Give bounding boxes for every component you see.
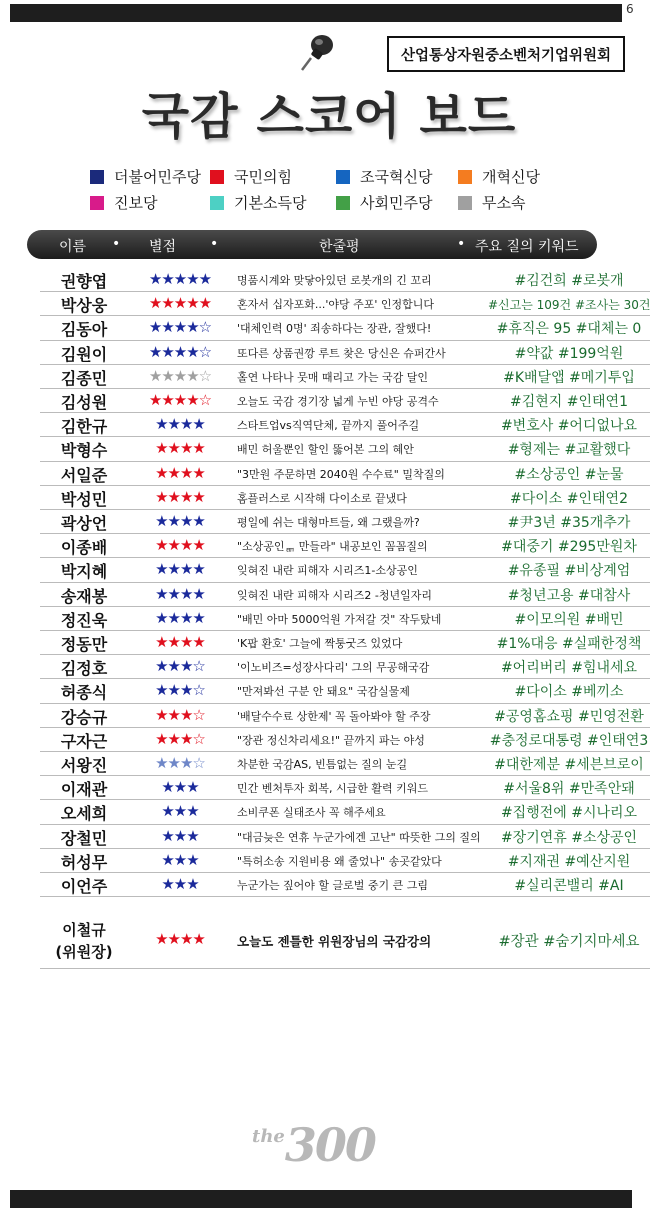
legend-swatch: [458, 196, 472, 210]
one-line-review: 소비쿠폰 실태조사 꼭 해주세요: [237, 806, 386, 820]
table-header: [27, 230, 597, 259]
divider: [40, 582, 650, 583]
legend-label: 국민의힘: [234, 168, 292, 186]
chair-keywords: #장관 #숨기지마세요: [498, 934, 640, 950]
question-keywords: #지재권 #예산지원: [507, 853, 631, 870]
table-row: [0, 849, 658, 873]
question-keywords: #김건희 #로봇개: [514, 273, 624, 289]
header-keywords: 주요 질의 키워드: [475, 239, 579, 255]
one-line-review: "만져봐선 구분 안 돼요" 국감실물제: [237, 685, 410, 699]
one-line-review: '배달수수료 상한제' 꼭 돌아봐야 할 주장: [237, 709, 431, 723]
one-line-review: 홀연 나타나 뭇매 때리고 가는 국감 달인: [237, 370, 428, 384]
member-name: 김원이: [60, 344, 108, 364]
pushpin-icon: [298, 32, 338, 74]
header-oneline: 한줄평: [319, 239, 360, 255]
question-keywords: #대중기 #295만원차: [501, 539, 637, 556]
table-row: [0, 534, 658, 558]
divider: [40, 364, 650, 365]
one-line-review: 오늘도 국감 경기장 넓게 누빈 야당 공격수: [237, 395, 439, 408]
chair-stars: ★★★★: [155, 930, 205, 948]
divider: [40, 388, 650, 389]
member-name: 권향엽: [60, 272, 108, 291]
legend-label: 개혁신당: [482, 168, 540, 186]
one-line-review: 명품시계와 맞닿아있던 로봇개의 긴 꼬리: [237, 274, 432, 287]
divider: [40, 533, 650, 534]
star-rating: ★★★★: [155, 439, 205, 458]
star-rating: ★★★★★: [148, 294, 212, 313]
member-name: 이언주: [60, 877, 108, 896]
question-keywords: #약값 #199억원: [514, 345, 624, 362]
star-rating: ★★★★: [155, 415, 205, 434]
header-name: 이름: [59, 239, 87, 255]
one-line-review: 홈플러스로 시작해 다이소로 끝냈다: [237, 491, 407, 505]
divider: [40, 799, 650, 800]
header-dot: •: [112, 236, 121, 252]
divider: [40, 509, 650, 510]
the300-logo: [252, 1118, 375, 1172]
question-keywords: #서울8위 #만족안돼: [503, 781, 635, 798]
member-name: 박상웅: [60, 296, 108, 316]
star-rating: ★★★★: [155, 512, 205, 530]
member-name: 송재봉: [60, 586, 108, 606]
table-row: [0, 558, 658, 582]
legend-label: 무소속: [482, 194, 526, 212]
one-line-review: '이노비즈=성장사다리' 그의 무공해국감: [237, 661, 430, 675]
question-keywords: #어리버리 #힘내세요: [500, 660, 638, 677]
member-name: 박성민: [60, 489, 108, 509]
legend-label: 기본소득당: [234, 194, 307, 212]
bottom-bar: [10, 1190, 632, 1208]
question-keywords: #尹3년 #35개추가: [507, 515, 631, 531]
table-row: [0, 583, 658, 607]
question-keywords: #집행전에 #시나리오: [500, 805, 638, 822]
question-keywords: #청년고용 #대참사: [507, 587, 631, 604]
question-keywords: #장기연휴 #소상공인: [500, 829, 638, 846]
one-line-review: "3만원 주문하면 2040원 수수료" 밀착질의: [237, 467, 445, 481]
table-row: [0, 655, 658, 679]
table-row: [0, 510, 658, 534]
divider: [40, 896, 650, 897]
one-line-review: "배민 아마 5000억원 가져갈 것" 작두탔네: [237, 612, 442, 626]
chair-name-text: 이철규: [62, 921, 106, 939]
legend-label: 더불어민주당: [114, 168, 201, 186]
legend-item: [458, 192, 525, 213]
star-rating: ★★★☆: [155, 729, 205, 748]
legend-item: [210, 192, 306, 213]
one-line-review: 민간 벤처투자 회복, 시급한 활력 키워드: [237, 782, 428, 796]
divider: [40, 606, 650, 607]
member-name: 구자근: [60, 731, 108, 751]
legend-label: 진보당: [114, 194, 158, 212]
divider: [40, 461, 650, 462]
question-keywords: #실리콘밸리 #AI: [514, 878, 624, 894]
member-name: 서일준: [60, 465, 108, 485]
divider: [40, 630, 650, 631]
star-rating: ★★★★: [155, 487, 205, 506]
member-name: 정진욱: [60, 610, 108, 630]
one-line-review: 차분한 국감AS, 빈틈없는 질의 눈길: [237, 758, 408, 771]
member-name: 허성무: [60, 852, 108, 872]
divider: [40, 872, 650, 873]
star-rating: ★★★★: [155, 463, 205, 482]
divider: [40, 436, 650, 437]
star-rating: ★★★★: [155, 608, 205, 627]
star-rating: ★★★★: [155, 560, 205, 579]
question-keywords: #이모의원 #배민: [514, 611, 624, 628]
table-row: [0, 631, 658, 655]
one-line-review: 또다른 상품권깡 루트 찾은 당신은 슈퍼간사: [237, 346, 446, 360]
question-keywords: #K배달앱 #메기투입: [503, 369, 635, 386]
chair-row: [0, 916, 658, 968]
star-rating: ★★★★: [155, 584, 205, 603]
member-name: 서왕진: [60, 756, 108, 775]
legend-item: [336, 192, 432, 213]
divider: [40, 412, 650, 413]
table-row: [0, 752, 658, 776]
legend-swatch: [90, 170, 104, 184]
divider: [40, 751, 650, 752]
one-line-review: '대체인력 0명' 죄송하다는 장관, 잘했다!: [237, 322, 432, 336]
divider: [40, 703, 650, 704]
member-name: 박지혜: [60, 562, 108, 582]
divider: [40, 485, 650, 486]
question-keywords: #충정로대통령 #인태연3: [489, 732, 649, 749]
top-bar: [10, 4, 622, 22]
star-rating: ★★★: [161, 826, 199, 845]
star-rating: ★★★★: [155, 536, 205, 555]
chair-name: [38, 919, 130, 963]
chair-role: (위원장): [55, 943, 113, 961]
table-row: [0, 800, 658, 824]
star-rating: ★★★: [161, 802, 199, 821]
divider: [40, 315, 650, 316]
star-rating: ★★★: [161, 778, 199, 797]
one-line-review: "장관 정신차리세요!" 끝까지 파는 야성: [237, 733, 425, 747]
question-keywords: #대한제분 #세븐브로이: [494, 757, 644, 773]
question-keywords: #변호사 #어디없나요: [500, 418, 638, 435]
legend-item: [90, 166, 201, 187]
question-keywords: #형제는 #교활했다: [507, 442, 631, 459]
question-keywords: #공영홈쇼핑 #민영전환: [494, 708, 644, 725]
header-dot: •: [210, 236, 219, 252]
divider: [40, 340, 650, 341]
divider: [40, 824, 650, 825]
member-name: 김동아: [60, 320, 108, 340]
logo-number: 300: [284, 1118, 375, 1172]
table-row: [0, 776, 658, 800]
member-name: 이재관: [60, 780, 108, 800]
member-name: 장철민: [60, 828, 108, 848]
table-row: [0, 728, 658, 752]
star-rating: ★★★★★: [148, 270, 212, 288]
star-rating: ★★★★: [155, 633, 205, 651]
star-rating: ★★★★☆: [148, 366, 212, 385]
one-line-review: 잊혀진 내란 피해자 시리즈2 -청년일자리: [237, 588, 432, 602]
legend-item: [458, 166, 540, 187]
star-rating: ★★★: [161, 875, 199, 893]
table-row: [0, 437, 658, 461]
star-rating: ★★★☆: [155, 657, 205, 676]
legend-item: [90, 192, 157, 213]
divider: [40, 775, 650, 776]
member-name: 김정호: [60, 659, 108, 679]
question-keywords: #김현지 #인태연1: [510, 394, 628, 410]
one-line-review: "소상공인ᇑ 만들라" 내공보인 꼼꼼질의: [237, 540, 428, 554]
legend-label: 사회민주당: [360, 194, 433, 212]
table-row: [0, 413, 658, 437]
star-rating: ★★★☆: [155, 705, 205, 724]
question-keywords: #소상공인 #눈물: [514, 466, 624, 483]
member-name: 김종민: [60, 368, 108, 388]
member-name: 곽상언: [60, 514, 108, 533]
divider: [40, 654, 650, 655]
header-dot: •: [457, 236, 466, 252]
legend-swatch: [336, 170, 350, 184]
table-row: [0, 292, 658, 316]
question-keywords: #휴직은 95 #대체는 0: [496, 321, 642, 338]
question-keywords: #다이소 #인태연2: [510, 490, 628, 507]
star-rating: ★★★☆: [155, 754, 205, 772]
legend-swatch: [210, 170, 224, 184]
member-name: 박형수: [60, 441, 108, 461]
one-line-review: 'K팝 환호' 그늘에 짝퉁굿즈 있었다: [237, 637, 403, 650]
logo-prefix: the: [252, 1126, 285, 1147]
member-name: 허종식: [60, 683, 108, 703]
divider: [40, 557, 650, 558]
legend-item: [336, 166, 432, 187]
member-name: 강승규: [60, 707, 108, 727]
table-row: [0, 679, 658, 703]
header-stars: 별점: [149, 239, 177, 255]
question-keywords: #신고는 109건 #조사는 30건: [488, 298, 651, 313]
question-keywords: #1%대응 #실패한정책: [496, 636, 642, 652]
page-title: 국감 스코어 보드: [141, 88, 517, 145]
table-row: [0, 704, 658, 728]
question-keywords: #다이소 #베끼소: [514, 684, 624, 701]
star-rating: ★★★★☆: [148, 318, 212, 337]
legend-label: 조국혁신당: [360, 168, 433, 186]
one-line-review: "특허소송 지원비용 왜 줄었나" 송곳같았다: [237, 854, 442, 868]
member-name: 오세희: [60, 804, 108, 824]
divider: [40, 727, 650, 728]
star-rating: ★★★★☆: [148, 342, 212, 361]
member-name: 김한규: [60, 417, 108, 437]
committee-box: 산업통상자원중소벤처기업위원회: [387, 36, 625, 72]
one-line-review: 배민 허울뿐인 할인 뚫어본 그의 혜안: [237, 443, 414, 457]
table-row: [0, 825, 658, 849]
star-rating: ★★★☆: [155, 681, 205, 700]
one-line-review: 평일에 쉬는 대형마트들, 왜 그랬을까?: [237, 516, 420, 529]
table-row: [0, 607, 658, 631]
divider: [40, 678, 650, 679]
legend-swatch: [336, 196, 350, 210]
member-name: 이종배: [60, 538, 108, 558]
one-line-review: 잊혀진 내란 피해자 시리즈1-소상공인: [237, 564, 418, 578]
table-row: [0, 873, 658, 897]
divider: [40, 848, 650, 849]
table-row: [0, 365, 658, 389]
divider: [40, 968, 650, 969]
table-row: [0, 486, 658, 510]
chair-quote: 오늘도 젠틀한 위원장님의 국감강의: [237, 934, 432, 949]
one-line-review: 누군가는 짚어야 할 글로벌 중기 큰 그림: [237, 879, 428, 892]
legend-item: [210, 166, 292, 187]
table-row: [0, 316, 658, 340]
page-number: 6: [626, 2, 634, 16]
table-row: [0, 268, 658, 292]
one-line-review: "대금늦은 연휴 누군가에겐 고난" 따뜻한 그의 질의: [237, 830, 481, 844]
one-line-review: 스타트업vs직역단체, 끝까지 풀어주길: [237, 419, 420, 433]
divider: [40, 291, 650, 292]
table-row: [0, 341, 658, 365]
star-rating: ★★★: [161, 850, 199, 869]
table-row: [0, 389, 658, 413]
member-name: 정동만: [60, 635, 108, 654]
table-row: [0, 462, 658, 486]
member-name: 김성원: [60, 393, 108, 412]
one-line-review: 혼자서 십자포화...'야당 주포' 인정합니다: [237, 298, 435, 312]
legend-swatch: [458, 170, 472, 184]
legend-swatch: [90, 196, 104, 210]
question-keywords: #유종필 #비상계엄: [507, 563, 631, 580]
legend-swatch: [210, 196, 224, 210]
star-rating: ★★★★☆: [148, 391, 212, 409]
